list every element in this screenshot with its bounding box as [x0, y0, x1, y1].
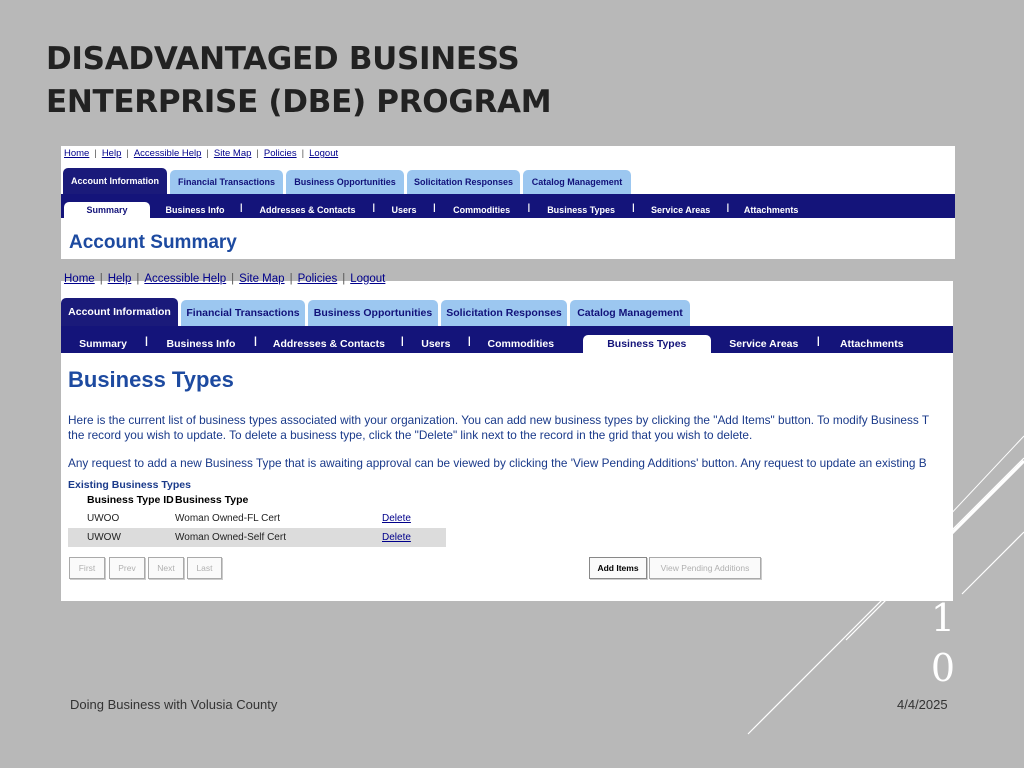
top-links-cropped: Home | Help | Accessible Help | Site Map | Policies | Logout — [64, 273, 386, 285]
page-number-digit1: 1 — [930, 596, 956, 640]
sub-navigation: Summary Business Info | Addresses & Contacts | Users | Commodities | Business Types | Service Areas | Attachments — [61, 194, 955, 218]
pending-paragraph: Any request to add a new Business Type that is awaiting approval can be viewed by clicking the 'View Pending Additions' button. Any request to update an existing B — [68, 456, 927, 470]
cell-business-type: Woman Owned-FL Cert — [175, 513, 281, 524]
page-title-business-types: Business Types — [68, 367, 234, 392]
tab-financial-transactions[interactable]: Financial Transactions — [170, 170, 283, 194]
subnav-commodities[interactable]: Commodities — [487, 338, 555, 350]
link-home[interactable]: Home — [64, 273, 95, 285]
top-links: Home | Help | Accessible Help | Site Map | Policies | Logout — [64, 148, 339, 159]
slide-title — [46, 38, 551, 124]
tab-solicitation-responses[interactable]: Solicitation Responses — [407, 170, 520, 194]
add-items-button[interactable]: Add Items — [589, 557, 647, 579]
intro-line2: the record you wish to update. To delete a business type, click the "Delete" link next to the record in the grid that you wish to delete. — [68, 428, 753, 442]
slide-page-number — [928, 593, 958, 693]
table-row — [68, 509, 446, 528]
subnav-users[interactable]: Users — [391, 205, 417, 215]
link-site-map[interactable]: Site Map — [213, 148, 252, 159]
tab-business-opportunities[interactable]: Business Opportunities — [308, 300, 438, 326]
intro-paragraph — [68, 413, 929, 443]
subnav-summary[interactable]: Summary — [64, 202, 150, 218]
link-help[interactable]: Help — [107, 273, 132, 285]
link-policies[interactable]: Policies — [263, 148, 297, 159]
view-pending-additions-button[interactable]: View Pending Additions — [649, 557, 761, 579]
delete-link[interactable]: Delete — [382, 513, 411, 524]
subnav-attachments[interactable]: Attachments — [839, 338, 904, 350]
grid-title: Existing Business Types — [68, 479, 191, 491]
main-tabs — [61, 298, 693, 326]
tab-catalog-management[interactable]: Catalog Management — [523, 170, 631, 194]
link-help[interactable]: Help — [101, 148, 122, 159]
link-policies[interactable]: Policies — [297, 273, 338, 285]
screenshot-business-types — [61, 273, 953, 601]
tab-financial-transactions[interactable]: Financial Transactions — [181, 300, 305, 326]
business-types-table — [68, 491, 446, 547]
footer-date: 4/4/2025 — [897, 697, 948, 712]
link-accessible-help[interactable]: Accessible Help — [133, 148, 202, 159]
subnav-addresses-contacts[interactable]: Addresses & Contacts — [272, 338, 385, 350]
sub-navigation: Summary | Business Info | Addresses & Contacts | Users | Commodities Business Types Service Areas | Attachments — [61, 326, 953, 353]
first-page-button[interactable]: First — [69, 557, 105, 579]
subnav-business-info[interactable]: Business Info — [165, 205, 225, 215]
tab-account-information[interactable]: Account Information — [61, 298, 178, 326]
main-tabs — [63, 168, 634, 194]
next-page-button[interactable]: Next — [148, 557, 184, 579]
delete-link[interactable]: Delete — [382, 532, 411, 543]
subnav-business-types[interactable]: Business Types — [547, 205, 616, 215]
intro-line1: Here is the current list of business types associated with your organization. You can add new business types by clicking the "Add Items" button. To modify Business T — [68, 413, 930, 427]
footer-left-text: Doing Business with Volusia County — [70, 697, 278, 712]
subnav-business-info[interactable]: Business Info — [166, 338, 236, 350]
link-logout[interactable]: Logout — [309, 148, 339, 159]
table-row — [68, 528, 446, 547]
cell-business-type-id: UWOW — [68, 528, 175, 547]
link-logout[interactable]: Logout — [350, 273, 386, 285]
prev-page-button[interactable]: Prev — [109, 557, 145, 579]
subnav-service-areas[interactable]: Service Areas — [729, 338, 799, 350]
link-site-map[interactable]: Site Map — [239, 273, 285, 285]
slide-title-line1: DISADVANTAGED BUSINESS — [46, 41, 520, 77]
subnav-business-types[interactable]: Business Types — [583, 335, 711, 353]
last-page-button[interactable]: Last — [187, 557, 222, 579]
column-business-type[interactable]: Business Type — [175, 494, 249, 506]
subnav-attachments[interactable]: Attachments — [743, 205, 799, 215]
screenshot-account-summary — [61, 146, 955, 259]
subnav-addresses-contacts[interactable]: Addresses & Contacts — [259, 205, 356, 215]
tab-catalog-management[interactable]: Catalog Management — [570, 300, 690, 326]
cell-business-type-id: UWOO — [87, 513, 120, 524]
link-home[interactable]: Home — [64, 148, 90, 159]
page-title-account-summary: Account Summary — [69, 232, 237, 253]
tab-account-information[interactable]: Account Information — [63, 168, 167, 194]
table-header-row — [68, 491, 446, 509]
tab-business-opportunities[interactable]: Business Opportunities — [286, 170, 404, 194]
cell-business-type: Woman Owned-Self Cert — [175, 528, 382, 547]
subnav-summary[interactable]: Summary — [79, 338, 127, 350]
column-business-type-id[interactable]: Business Type ID — [87, 494, 174, 506]
subnav-commodities[interactable]: Commodities — [453, 205, 511, 215]
slide-title-line2: ENTERPRISE (DBE) PROGRAM — [46, 84, 552, 120]
page-number-digit2: 0 — [930, 646, 956, 690]
link-accessible-help[interactable]: Accessible Help — [144, 273, 227, 285]
subnav-users[interactable]: Users — [421, 338, 451, 350]
tab-solicitation-responses[interactable]: Solicitation Responses — [441, 300, 567, 326]
subnav-service-areas[interactable]: Service Areas — [651, 205, 711, 215]
